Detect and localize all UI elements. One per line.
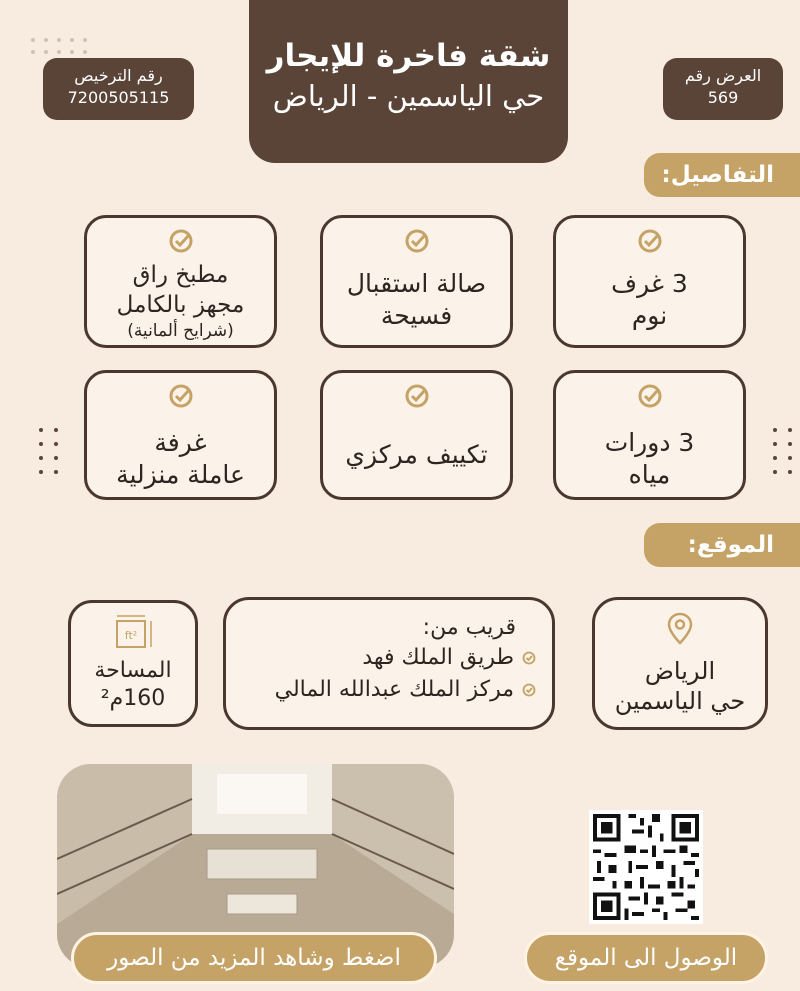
- detail-card-kitchen: [84, 215, 277, 348]
- location-city-card: [592, 597, 768, 730]
- check-circle-icon: [404, 228, 430, 254]
- detail-line: غرفة: [154, 428, 207, 457]
- decorative-dots: [772, 428, 792, 474]
- location-district: حي الياسمين: [614, 687, 746, 715]
- nearby-item: [242, 642, 536, 674]
- qr-code-icon[interactable]: [589, 810, 703, 924]
- detail-card-maid-room: [84, 370, 277, 500]
- directions-button[interactable]: الوصول الى الموقع: [524, 932, 768, 984]
- nearby-item: [242, 674, 536, 706]
- offer-label: العرض رقم: [684, 66, 762, 85]
- detail-line: مياه: [628, 460, 671, 489]
- nearby-item-label: طريق الملك فهد: [362, 645, 514, 670]
- decorative-dots: [30, 38, 87, 54]
- nearby-item-label: مركز الملك عبدالله المالي: [274, 677, 514, 702]
- check-circle-icon: [168, 228, 194, 254]
- detail-line: نوم: [631, 301, 668, 330]
- detail-line: مطبخ راق: [132, 262, 229, 288]
- area-label: المساحة: [94, 658, 172, 683]
- detail-line: 3 دورات: [604, 428, 695, 457]
- check-circle-icon: [168, 383, 194, 409]
- page-title: شقة فاخرة للإيجار: [266, 38, 551, 74]
- check-circle-icon: [637, 383, 663, 409]
- map-pin-icon: [665, 612, 695, 646]
- license-label: رقم الترخيص: [74, 66, 163, 85]
- nearby-card: [223, 597, 555, 730]
- check-circle-icon: [404, 383, 430, 409]
- detail-line: صالة استقبال: [346, 269, 487, 298]
- area-measure-icon: [111, 613, 155, 653]
- details-section-label: التفاصيل:: [644, 153, 800, 197]
- detail-card-living-room: [320, 215, 513, 348]
- nearby-title: قريب من:: [422, 615, 516, 640]
- area-value: 160م²: [100, 686, 166, 711]
- area-icon-text: ft²: [124, 629, 138, 642]
- location-city: الرياض: [644, 657, 716, 685]
- more-photos-button[interactable]: اضغط وشاهد المزيد من الصور: [71, 932, 437, 984]
- offer-number: 569: [707, 88, 739, 107]
- detail-card-bedrooms: [553, 215, 746, 348]
- detail-line: عاملة منزلية: [116, 460, 245, 489]
- title-block: [249, 0, 568, 163]
- check-circle-icon: [522, 683, 536, 697]
- check-circle-icon: [637, 228, 663, 254]
- detail-line: فسيحة: [380, 301, 453, 330]
- license-badge: [43, 58, 194, 120]
- detail-note: (شرايح ألمانية): [127, 321, 234, 341]
- page-subtitle: حي الياسمين - الرياض: [272, 79, 545, 113]
- qr-code-image: [589, 810, 703, 924]
- check-circle-icon: [522, 651, 536, 665]
- detail-card-ac: [320, 370, 513, 500]
- detail-card-bathrooms: [553, 370, 746, 500]
- license-number: 7200505115: [67, 88, 170, 107]
- detail-line: 3 غرف: [611, 269, 688, 298]
- offer-badge: [663, 58, 783, 120]
- area-card: [68, 600, 198, 727]
- detail-line: تكييف مركزي: [345, 440, 488, 469]
- detail-line: مجهز بالكامل: [116, 292, 245, 318]
- location-section-label: الموقع:: [644, 523, 800, 567]
- decorative-dots: [38, 428, 58, 474]
